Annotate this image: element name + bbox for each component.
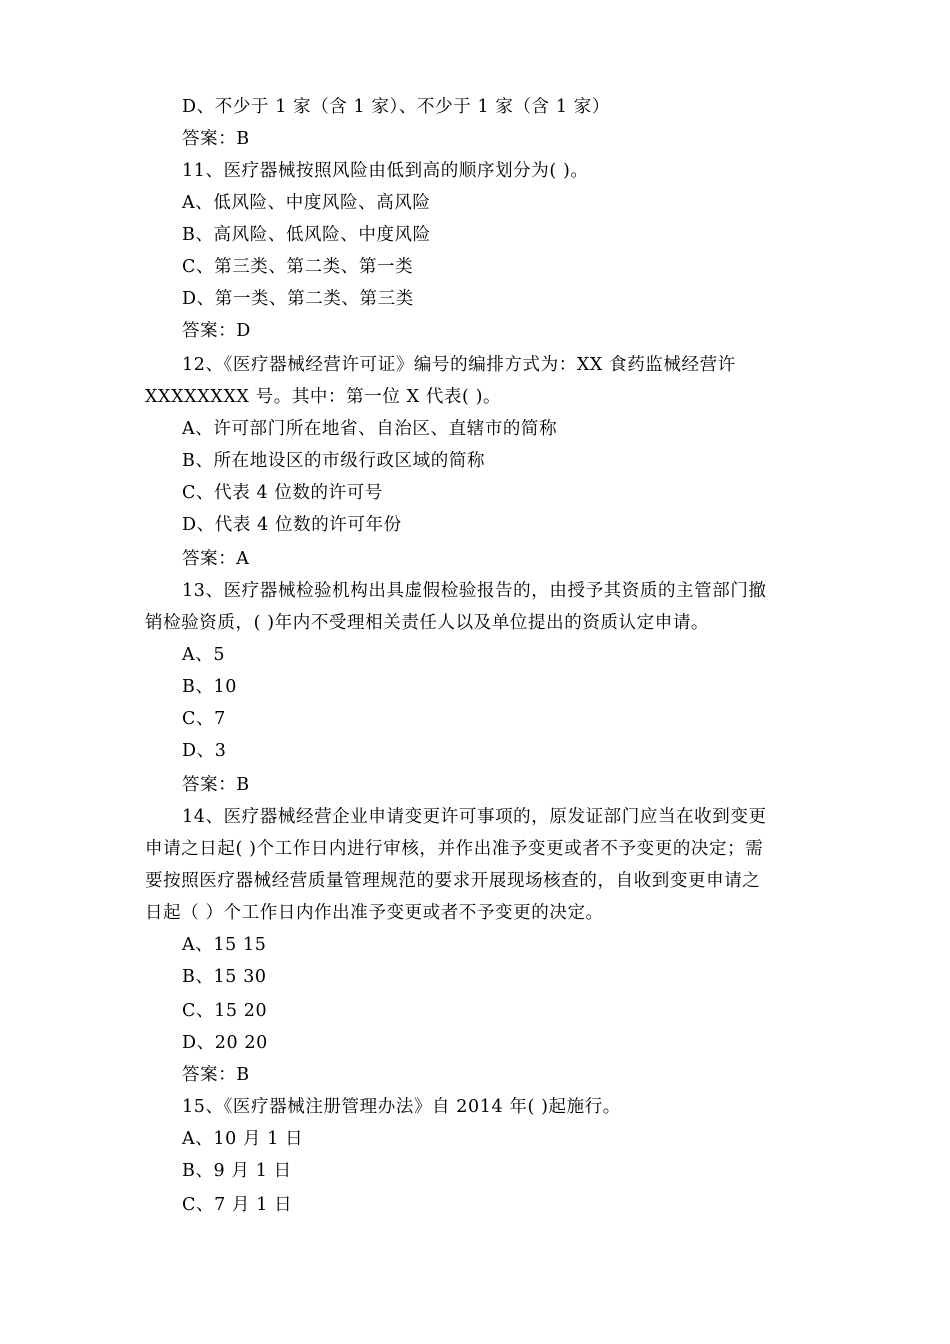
option-line: C、第三类、第二类、第一类	[182, 257, 414, 277]
option-line: B、高风险、低风险、中度风险	[182, 225, 431, 245]
question-line: XXXXXXXX 号。其中：第一位 X 代表( )。	[145, 387, 502, 407]
answer-line: 答案：B	[182, 1065, 250, 1085]
option-line: B、15 30	[182, 967, 267, 987]
option-line: A、许可部门所在地省、自治区、直辖市的简称	[182, 419, 558, 439]
answer-line: 答案：B	[182, 129, 250, 149]
question-line: 申请之日起( )个工作日内进行审核，并作出准予变更或者不予变更的决定；需	[145, 839, 764, 859]
option-line: C、代表 4 位数的许可号	[182, 483, 383, 503]
option-line: D、20 20	[182, 1033, 268, 1053]
answer-line: 答案：B	[182, 775, 250, 795]
option-line: C、7 月 1 日	[182, 1195, 293, 1215]
option-line: C、15 20	[182, 1001, 268, 1021]
option-line: C、7	[182, 709, 226, 729]
question-line: 15、《医疗器械注册管理办法》自 2014 年( )起施行。	[182, 1097, 621, 1117]
option-line: D、代表 4 位数的许可年份	[182, 515, 402, 535]
option-line: D、第一类、第二类、第三类	[182, 289, 414, 309]
option-line: D、不少于 1 家（含 1 家）、不少于 1 家（含 1 家）	[182, 97, 610, 117]
option-line: B、9 月 1 日	[182, 1161, 292, 1181]
option-line: A、低风险、中度风险、高风险	[182, 193, 431, 213]
question-line: 销检验资质，( )年内不受理相关责任人以及单位提出的资质认定申请。	[145, 613, 710, 633]
option-line: A、15 15	[182, 935, 267, 955]
option-line: B、10	[182, 677, 238, 697]
answer-line: 答案：D	[182, 321, 251, 341]
question-line: 日起（ ）个工作日内作出准予变更或者不予变更的决定。	[145, 903, 604, 923]
option-line: D、3	[182, 741, 227, 761]
question-line: 12、《医疗器械经营许可证》编号的编排方式为：XX 食药监械经营许	[182, 355, 736, 375]
question-line: 14、医疗器械经营企业申请变更许可事项的，原发证部门应当在收到变更	[182, 807, 767, 827]
answer-line: 答案：A	[182, 549, 250, 569]
option-line: A、5	[182, 645, 226, 665]
option-line: A、10 月 1 日	[182, 1129, 304, 1149]
question-line: 13、医疗器械检验机构出具虚假检验报告的，由授予其资质的主管部门撤	[182, 581, 767, 601]
option-line: B、所在地设区的市级行政区域的简称	[182, 451, 486, 471]
question-line: 11、医疗器械按照风险由低到高的顺序划分为( )。	[182, 161, 589, 181]
question-line: 要按照医疗器械经营质量管理规范的要求开展现场核查的，自收到变更申请之	[145, 871, 761, 891]
